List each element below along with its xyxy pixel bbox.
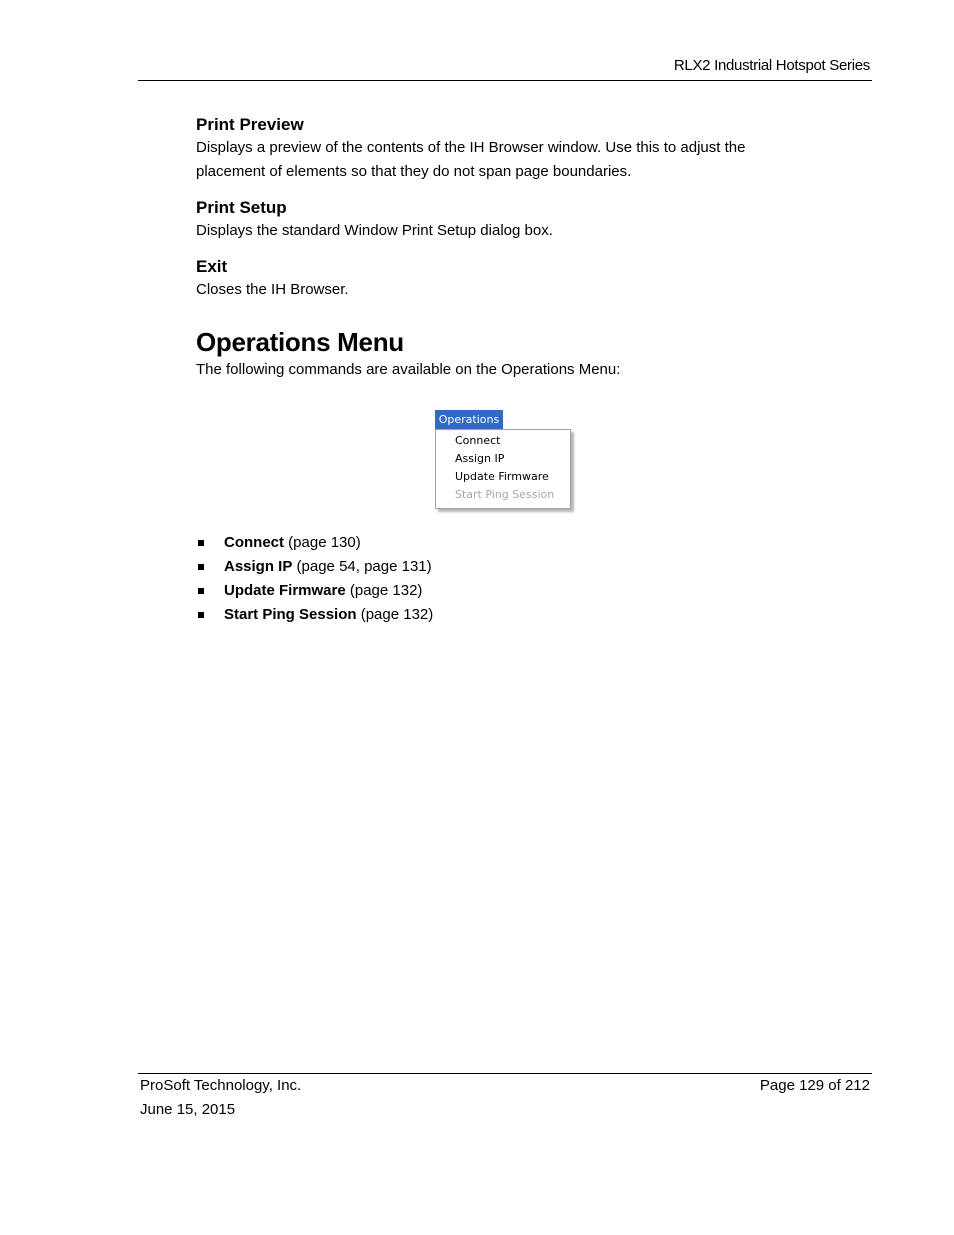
operations-menu-heading: Operations Menu: [196, 327, 404, 357]
footer-date: June 15, 2015: [140, 1101, 236, 1118]
footer-company: ProSoft Technology, Inc.: [140, 1077, 302, 1094]
bullet-square-icon: [198, 564, 204, 570]
bullet-square-icon: [198, 612, 204, 618]
page-reference[interactable]: (page 132): [349, 582, 423, 599]
menu-item-connect[interactable]: Connect: [455, 434, 501, 447]
bullet-square-icon: [198, 540, 204, 546]
section-heading: Print Preview: [196, 115, 304, 134]
command-term: Update Firmware: [224, 582, 346, 599]
operations-intro: The following commands are available on the Operations Menu:: [196, 361, 621, 378]
menu-item-assign-ip[interactable]: Assign IP: [455, 452, 505, 465]
list-item: [196, 603, 433, 627]
command-term: Connect: [224, 534, 284, 551]
list-item: [196, 531, 433, 555]
menu-item-start-ping-session: Start Ping Session: [455, 488, 555, 501]
page-reference[interactable]: (page 54, page 131): [296, 558, 432, 575]
operations-dropdown: [435, 429, 571, 509]
command-term: Start Ping Session: [224, 606, 357, 623]
section-print-setup: [196, 197, 816, 243]
command-term: Assign IP: [224, 558, 293, 575]
list-item: [196, 555, 433, 579]
section-body-line: Closes the IH Browser.: [196, 281, 349, 298]
list-item: [196, 579, 433, 603]
page-content: [196, 114, 816, 382]
page-reference[interactable]: (page 130): [288, 534, 361, 551]
document-header-title: RLX2 Industrial Hotspot Series: [673, 57, 870, 74]
command-list: [196, 531, 433, 627]
operations-menu-screenshot: [435, 410, 575, 512]
bullet-square-icon: [198, 588, 204, 594]
header-rule: [138, 80, 872, 81]
section-print-preview: [196, 114, 816, 184]
section-body-line: Displays a preview of the contents of the IH Browser window. Use this to adjust the: [196, 139, 746, 156]
section-heading: Exit: [196, 257, 228, 276]
page-reference[interactable]: (page 132): [360, 606, 434, 623]
menu-title-operations[interactable]: Operations: [435, 410, 503, 429]
footer-page-number: Page 129 of 212: [759, 1077, 870, 1094]
section-heading: Print Setup: [196, 198, 287, 217]
footer-left: [140, 1074, 301, 1122]
section-body-line: Displays the standard Window Print Setup dialog box.: [196, 222, 553, 239]
section-exit: [196, 256, 816, 302]
section-body-line: placement of elements so that they do not span page boundaries.: [196, 163, 632, 180]
menu-item-update-firmware[interactable]: Update Firmware: [455, 470, 549, 483]
